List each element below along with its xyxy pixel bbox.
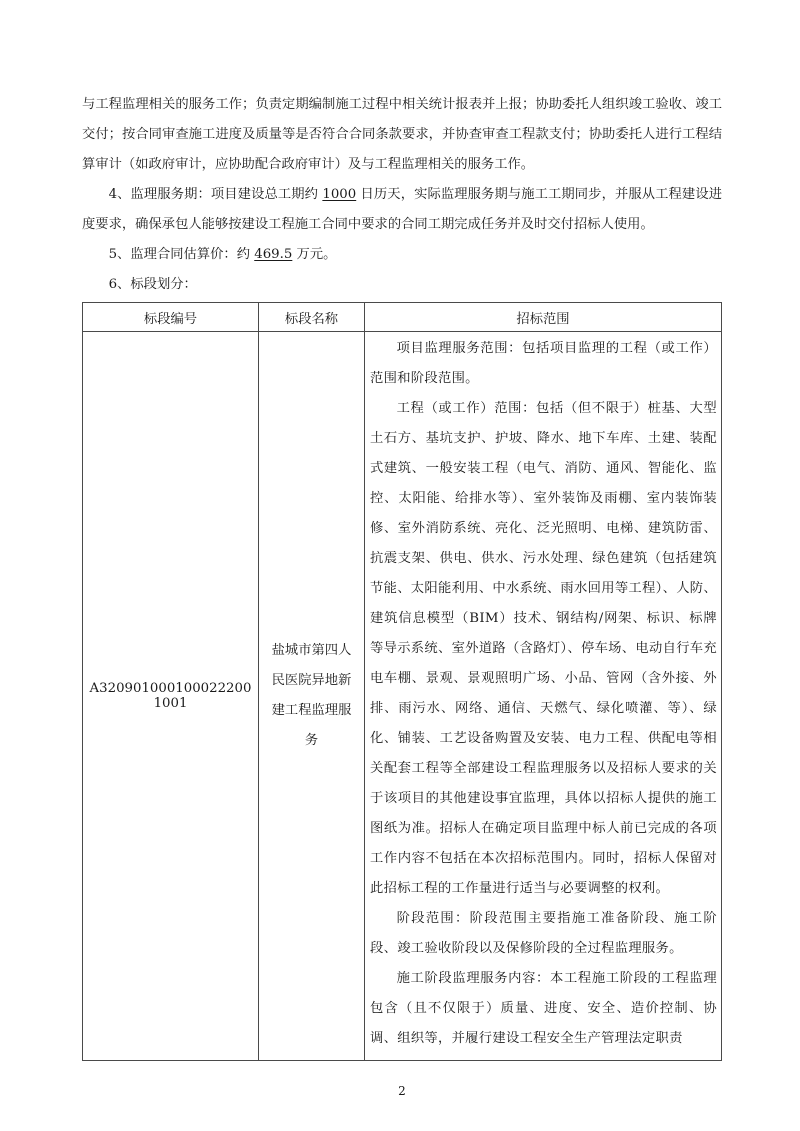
paragraph-line: 交付；按合同审查施工进度及质量等是否符合合同条款要求，并协查审查工程款支付；协助委托人进行工程结 bbox=[82, 127, 722, 142]
scope-paragraph: 施工阶段监理服务内容：本工程施工阶段的工程监理包含（且不仅限于）质量、进度、安全、造价控制、协调、组织等，并履行建设工程安全生产管理法定职责 bbox=[370, 971, 717, 1046]
item-text: 要求，确保承包人能够按建设工程施工合同中要求的合同工期完成任务并及时交付招标人使用。 bbox=[95, 217, 654, 232]
header-section-code: 标段编号 bbox=[83, 303, 259, 332]
header-section-name: 标段名称 bbox=[259, 303, 365, 332]
paragraph-line: 与工程监理相关的服务工作；负责定期编制施工过程中相关统计报表并上报；协助委托人组织竣工验收、竣工 bbox=[82, 97, 722, 112]
item-estimated-price bbox=[82, 240, 722, 270]
header-bid-scope: 招标范围 bbox=[365, 303, 722, 332]
table-header-row bbox=[83, 303, 722, 332]
scope-paragraph: 阶段范围：阶段范围主要指施工准备阶段、施工阶段、竣工验收阶段以及保修阶段的全过程监理服务。 bbox=[370, 911, 717, 956]
page-number: 2 bbox=[398, 1084, 406, 1098]
item-text: 4、监理服务期：项目建设总工期约 bbox=[108, 187, 323, 202]
section-name-cell: 盐城市第四人民医院异地新建工程监理服务 bbox=[259, 332, 365, 1061]
item-text: 万元。 bbox=[292, 247, 337, 262]
paragraph-line: 算审计（如政府审计，应协助配合政府审计）及与工程监理相关的服务工作。 bbox=[82, 157, 535, 172]
section-code-cell: A3209010001000222001001 bbox=[83, 332, 259, 1061]
estimated-amount: 469.5 bbox=[254, 247, 293, 262]
bid-section-table bbox=[82, 302, 722, 1061]
paragraph-continuation bbox=[82, 90, 722, 180]
item-service-period bbox=[82, 180, 722, 240]
scope-paragraph: 项目监理服务范围：包括项目监理的工程（或工作）范围和阶段范围。 bbox=[370, 341, 717, 386]
item-section-division: 6、标段划分： bbox=[108, 277, 197, 292]
scope-paragraph: 工程（或工作）范围：包括（但不限于）桩基、大型土石方、基坑支护、护坡、降水、地下车库、土建、装配式建筑、一般安装工程（电气、消防、通风、智能化、监控、太阳能、给排水等）、室外装饰及雨棚、室内装饰装修、室外消防系统、亮化、泛光照明、电梯、建筑防雷、抗震支架、供电、供水、污水处理、绿色建筑（包括建筑节能、太阳能利用、中水系统、雨水回用等工程）、人防、建筑信息模型（BIM）技术、钢结构/网架、标识、标牌等导示系统、室外道路（含路灯）、停车场、电动自行车充电车棚、景观、景观照明广场、小品、管网（含外接、外排、雨污水、网络、通信、天燃气、绿化喷灌、等）、绿化、铺装、工艺设备购置及安装、电力工程、供配电等相关配套工程等全部建设工程监理服务以及招标人要求的关于该项目的其他建设事宜监理，具体以招标人提供的施工图纸为准。招标人在确定项目监理中标人前已完成的各项工作内容不包括在本次招标范围内。同时，招标人保留对此招标工程的工作量进行适当与必要调整的权利。 bbox=[370, 401, 717, 896]
service-days: 1000 bbox=[322, 187, 357, 202]
table-row bbox=[83, 332, 722, 1061]
item-text: 5、监理合同估算价：约 bbox=[108, 247, 255, 262]
bid-scope-cell bbox=[365, 332, 722, 1061]
item-text: 日历天，实际监理服务期与施工工期同步，并服从工程建设进度 bbox=[82, 187, 723, 232]
